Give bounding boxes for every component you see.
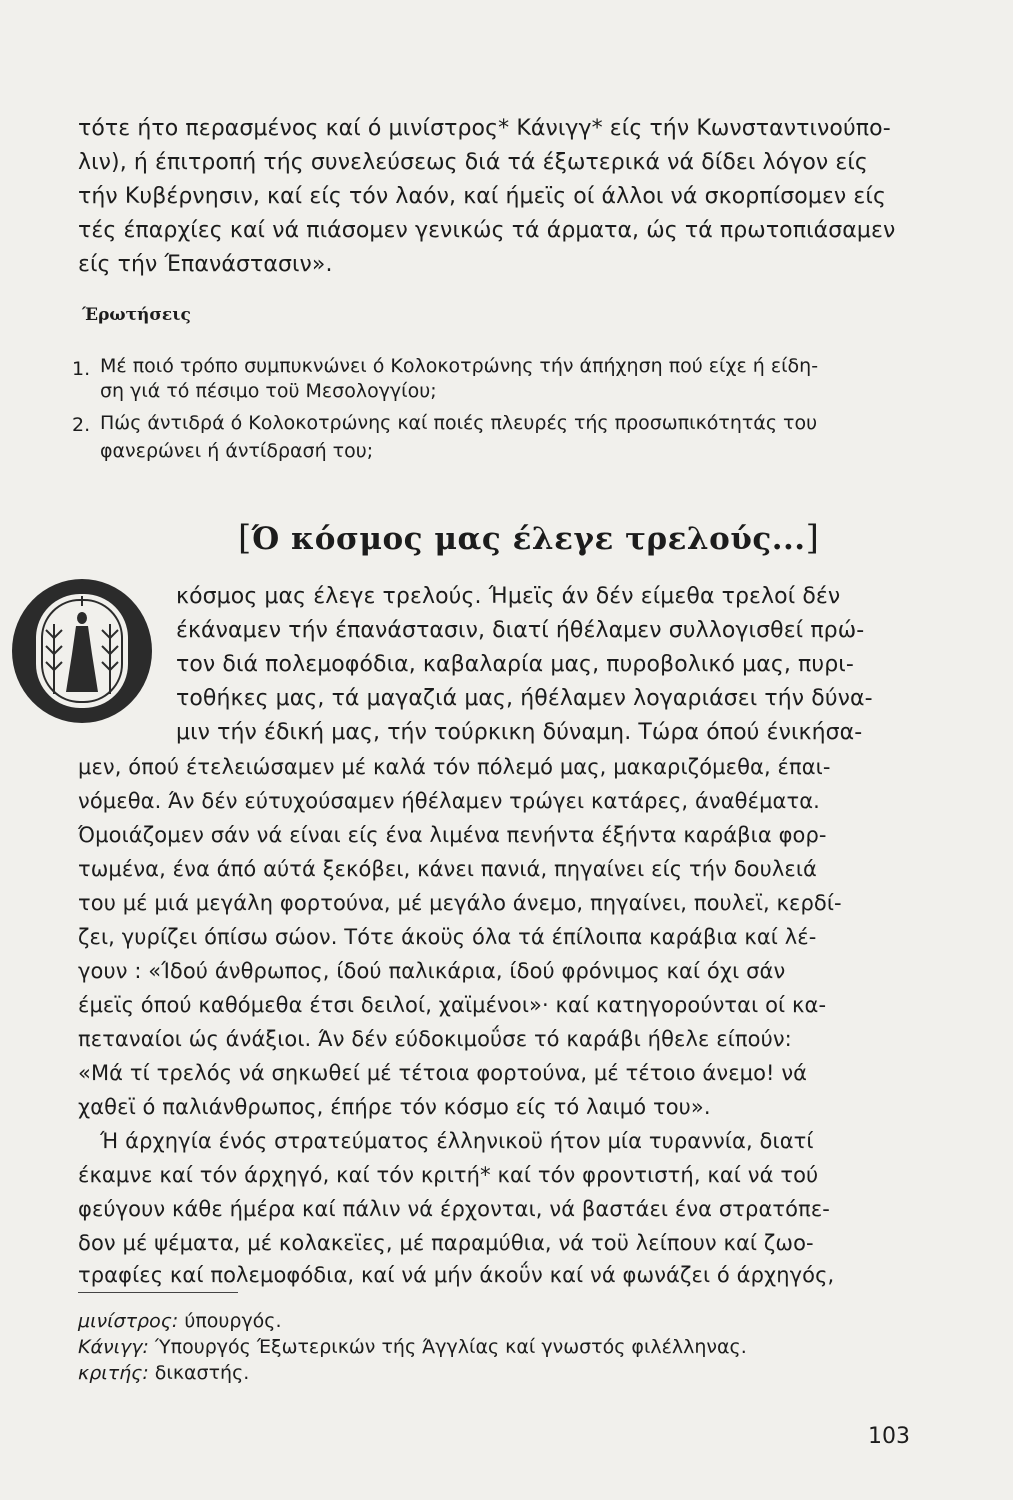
text-line: είς τήν Έπανάστασιν».: [78, 252, 333, 277]
decorated-drop-cap-omicron-icon: [6, 576, 158, 726]
footnote-divider: [78, 1292, 238, 1293]
text-line: τωμένα, ένα άπό αύτά ξεκόβει, κάνει πανιά, πηγαίνει είς τήν δουλειά: [78, 857, 818, 881]
footnote-term: κριτής:: [78, 1362, 149, 1384]
text-line: τον διά πολεμοφόδια, καβαλαρία μας, πυροβολικό μας, πυρι-: [176, 652, 854, 677]
section-title-text: Ό κόσμος μας έλεγε τρελούς...: [251, 521, 806, 557]
text-line: χαθεϊ ό παλιάνθρωπος, έπήρε τόν κόσμο είς τό λαιμό του».: [78, 1095, 711, 1119]
close-bracket: ]: [805, 518, 820, 558]
text-line: τραφίες καί πολεμοφόδια, καί νά μήν άκοΰν καί νά φωνάζει ό άρχηγός,: [78, 1263, 835, 1287]
text-line: του μέ μιά μεγάλη φορτούνα, μέ μεγάλο άνεμο, πηγαίνει, πουλεϊ, κερδί-: [78, 891, 842, 915]
text-line: νόμεθα. Άν δέν εύτυχούσαμεν ήθέλαμεν τρώγει κατάρες, άναθέματα.: [78, 789, 820, 813]
text-line: φεύγουν κάθε ήμέρα καί πάλιν νά έρχονται, νά βαστάει ένα στρατόπε-: [78, 1197, 830, 1221]
footnote: [78, 1310, 282, 1332]
footnote-term: Κάνιγγ:: [78, 1336, 149, 1358]
text-line: τές έπαρχίες καί νά πιάσομεν γενικώς τά άρματα, ώς τά πρωτοπιάσαμεν: [78, 218, 896, 243]
footnote: [78, 1362, 249, 1384]
footnote-term: μινίστρος:: [78, 1310, 179, 1332]
text-line: μεν, όπού έτελειώσαμεν μέ καλά τόν πόλεμό μας, μακαριζόμεθα, έπαι-: [78, 755, 831, 779]
text-line: λιν), ή έπιτροπή τής συνελεύσεως διά τά έξωτερικά νά δίδει λόγον είς: [78, 150, 868, 175]
text-line: μιν τήν έδική μας, τήν τούρκικη δύναμη. Τώρα όπού ένικήσα-: [176, 720, 863, 745]
question-number: 2.: [72, 414, 91, 436]
section-title: [238, 518, 819, 558]
open-bracket: [: [238, 518, 252, 558]
text-line: Ή άρχηγία ένός στρατεύματος έλληνικοϋ ήτον μία τυραννία, διατί: [100, 1129, 814, 1153]
text-line: πεταναίοι ώς άνάξιοι. Άν δέν εύδοκιμοΰσε τό καράβι ήθελε είπούν:: [78, 1027, 792, 1051]
page-number: 103: [868, 1424, 910, 1449]
question-text: Πώς άντιδρά ό Κολοκοτρώνης καί ποιές πλευρές τής προσωπικότητάς του: [100, 412, 818, 434]
text-line: τήν Κυβέρνησιν, καί είς τόν λαόν, καί ήμεϊς οί άλλοι νά σκορπίσομεν είς: [78, 184, 886, 209]
text-line: έκαμνε καί τόν άρχηγό, καί τόν κριτή* καί τόν φροντιστή, καί νά τού: [78, 1163, 819, 1187]
text-line: έμεϊς όπού καθόμεθα έτσι δειλοί, χαϊμένοι»· καί κατηγορούνται οί κα-: [78, 993, 827, 1017]
text-line: γουν : «Ίδού άνθρωπος, ίδού παλικάρια, ίδού φρόνιμος καί όχι σάν: [78, 959, 786, 983]
footnote-definition: Ύπουργός Έξωτερικών τής Άγγλίας καί γνωστός φιλέλληνας.: [154, 1336, 747, 1358]
text-line: δον μέ ψέματα, μέ κολακεϊες, μέ παραμύθια, νά τοϋ λείπουν καί ζωο-: [78, 1231, 814, 1255]
question-number: 1.: [72, 358, 91, 380]
footnote-definition: δικαστής.: [154, 1362, 250, 1384]
footnote: [78, 1336, 747, 1358]
text-line: τότε ήτο περασμένος καί ό μινίστρος* Κάνιγγ* είς τήν Κωνσταντινούπο-: [78, 116, 891, 141]
question-text: ση γιά τό πέσιμο τοϋ Μεσολογγίου;: [100, 380, 437, 402]
text-line: έκάναμεν τήν έπανάστασιν, διατί ήθέλαμεν συλλογισθεί πρώ-: [176, 618, 865, 643]
footnote-definition: ύπουργός.: [184, 1310, 282, 1332]
questions-heading: Έρωτήσεις: [82, 305, 191, 325]
question-text: Μέ ποιό τρόπο συμπυκνώνει ό Κολοκοτρώνης τήν άπήχηση πού είχε ή είδη-: [100, 355, 819, 377]
text-line: «Μά τί τρελός νά σηκωθεί μέ τέτοια φορτούνα, μέ τέτοιο άνεμο! νά: [78, 1061, 808, 1085]
text-line: Όμοιάζομεν σάν νά είναι είς ένα λιμένα πενήντα έξήντα καράβια φορ-: [78, 823, 827, 847]
text-line: κόσμος μας έλεγε τρελούς. Ήμεϊς άν δέν είμεθα τρελοί δέν: [176, 584, 841, 609]
text-line: ζει, γυρίζει όπίσω σώον. Τότε άκοϋς όλα τά έπίλοιπα καράβια καί λέ-: [78, 925, 817, 949]
text-line: τοθήκες μας, τά μαγαζιά μας, ήθέλαμεν λογαριάσει τήν δύνα-: [176, 686, 873, 711]
question-text: φανερώνει ή άντίδρασή του;: [100, 440, 374, 462]
